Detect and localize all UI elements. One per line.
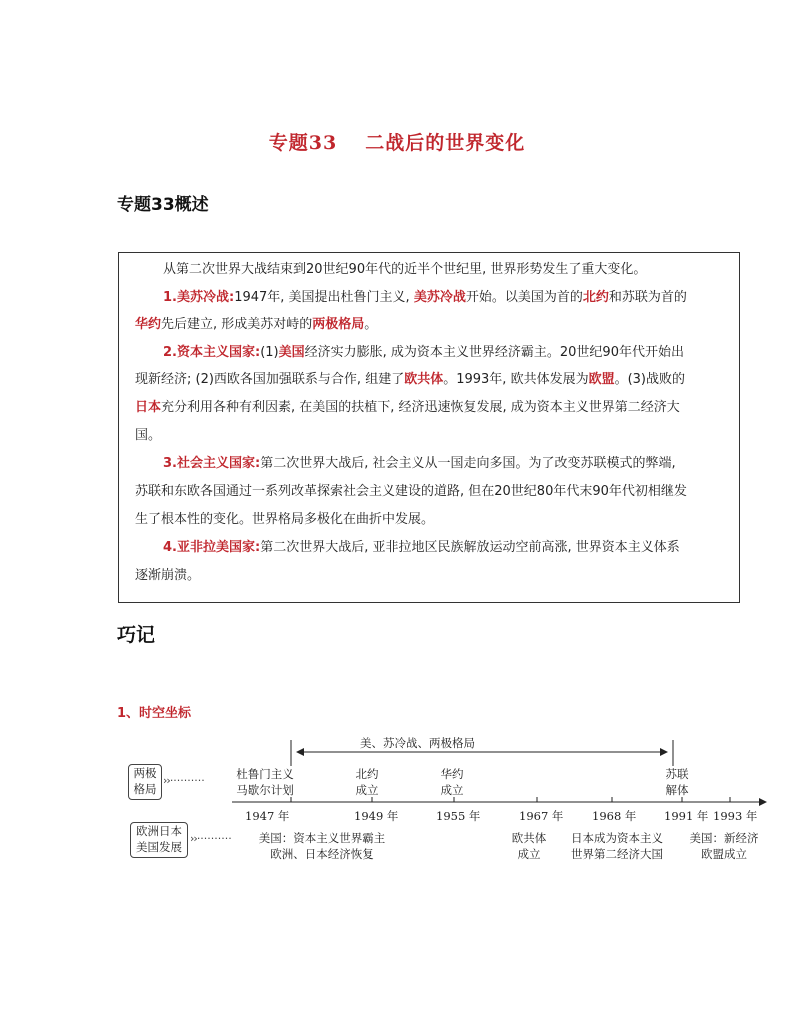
event-warsaw-line1: 华约	[440, 767, 464, 781]
p1-text-c: 开始。以美国为首的	[465, 290, 583, 305]
event-ec-line1: 欧共体	[511, 831, 547, 845]
event-us-hegemony-line2: 欧洲、日本经济恢复	[270, 847, 374, 861]
p4-text-a: 第二次世界大战后, 亚非拉地区民族解放运动空前高涨, 世界资本主义体系	[260, 540, 680, 555]
dotted-leader: ··········	[169, 774, 205, 787]
p1-keyword-coldwar: 美苏冷战	[413, 290, 466, 305]
event-japan-line1: 日本成为资本主义	[571, 831, 663, 845]
event-truman-line2: 马歇尔计划	[236, 783, 294, 797]
p3-text-b: 苏联和东欧各国通过一系列改革探索社会主义建设的道路, 但在20世纪80年代末90年代初相继发	[135, 484, 687, 499]
p1-text-a: 1947年, 美国提出杜鲁门主义,	[234, 290, 414, 305]
p2-keyword-japan: 日本	[135, 400, 162, 415]
year-label: 1991 年	[664, 809, 709, 823]
p1-keyword-bipolar: 两极格局	[312, 317, 365, 332]
event-ec-line2: 成立	[517, 847, 541, 861]
tag-ejus-line2: 美国发展	[136, 840, 182, 854]
p3-text-c: 生了根本性的变化。世界格局多极化在曲折中发展。	[135, 512, 435, 527]
p1-text-i: 。	[364, 317, 378, 332]
year-label: 1955 年	[436, 809, 481, 823]
title-number: 专题33	[268, 132, 338, 154]
title-text: 二战后的世界变化	[365, 132, 526, 154]
p1-text-e: 和苏联为首的	[608, 290, 687, 305]
p3-label: 3.社会主义国家:	[163, 456, 261, 471]
p2-label: 2.资本主义国家:	[163, 345, 261, 360]
event-nato	[344, 766, 390, 798]
p4-label: 4.亚非拉美国家:	[163, 540, 261, 555]
event-ussr-dissolve	[654, 766, 700, 798]
tag-bipolar-line1: 两极	[133, 766, 157, 780]
overview-heading: 专题33概述	[117, 195, 209, 215]
intro-text: 从第二次世界大战结束到20世纪90年代的近半个世纪里, 世界形势发生了重大变化。	[163, 262, 647, 277]
event-us-hegemony	[252, 830, 392, 862]
event-ussr-line1: 苏联	[665, 767, 689, 781]
chevron-icon: ››	[163, 774, 170, 787]
p2-text-c: 经济实力膨胀, 成为资本主义世界经济霸主。20世纪90年代开始出	[304, 345, 684, 360]
event-nato-line2: 成立	[355, 783, 379, 797]
event-nato-line1: 北约	[355, 767, 379, 781]
p2-keyword-usa: 美国	[278, 345, 305, 360]
p3-text-a: 第二次世界大战后, 社会主义从一国走向多国。为了改变苏联模式的弊端,	[260, 456, 676, 471]
p1-keyword-nato: 北约	[582, 290, 609, 305]
dotted-leader: ··········	[196, 832, 232, 845]
p1-text-g: 先后建立, 形成美苏对峙的	[161, 317, 313, 332]
event-new-economy	[684, 830, 764, 862]
memo-heading: 巧记	[117, 624, 156, 646]
event-warsaw-line2: 成立	[440, 783, 464, 797]
event-japan-second	[564, 830, 670, 862]
p2-text-k: 国。	[135, 428, 162, 443]
p2-keyword-ec: 欧共体	[404, 372, 444, 387]
event-ussr-line2: 解体	[665, 783, 689, 797]
year-label: 1968 年	[592, 809, 637, 823]
tag-europe-japan-us	[130, 822, 188, 858]
event-ec-founded	[506, 830, 552, 862]
event-neweconomy-line1: 美国：新经济	[689, 831, 759, 845]
p4-text-b: 逐渐崩溃。	[135, 568, 201, 583]
p2-text-h: 。(3)战败的	[614, 372, 686, 387]
p2-text-d: 现新经济; (2)西欧各国加强联系与合作, 组建了	[135, 372, 405, 387]
year-label: 1993 年	[713, 809, 758, 823]
year-label: 1949 年	[354, 809, 399, 823]
tag-bipolar	[128, 764, 162, 800]
p1-keyword-warsaw: 华约	[135, 317, 162, 332]
p2-text-f: 。1993年, 欧共体发展为	[443, 372, 589, 387]
event-truman-line1: 杜鲁门主义	[236, 767, 294, 781]
event-us-hegemony-line1: 美国：资本主义世界霸主	[258, 831, 386, 845]
event-japan-line2: 世界第二经济大国	[571, 847, 663, 861]
event-neweconomy-line2: 欧盟成立	[701, 847, 747, 861]
year-label: 1967 年	[519, 809, 564, 823]
tag-bipolar-line2: 格局	[133, 782, 157, 796]
coldwar-label: 美、苏冷战、两极格局	[360, 736, 475, 750]
tag-ejus-line1: 欧洲日本	[136, 824, 182, 838]
event-warsaw	[429, 766, 475, 798]
p2-text-a: (1)	[260, 345, 279, 360]
p1-label: 1.美苏冷战:	[163, 290, 235, 305]
p2-text-j: 充分利用各种有利因素, 在美国的扶植下, 经济迅速恢复发展, 成为资本主义世界第二经济大	[161, 400, 680, 415]
p2-keyword-eu: 欧盟	[588, 372, 615, 387]
section-timeline-heading: 1、时空坐标	[117, 706, 192, 721]
tag-bipolar-pointer	[163, 774, 205, 787]
event-truman	[232, 766, 298, 798]
year-label: 1947 年	[245, 809, 290, 823]
tag-ejus-pointer	[190, 832, 232, 845]
chevron-icon: ››	[190, 832, 197, 845]
